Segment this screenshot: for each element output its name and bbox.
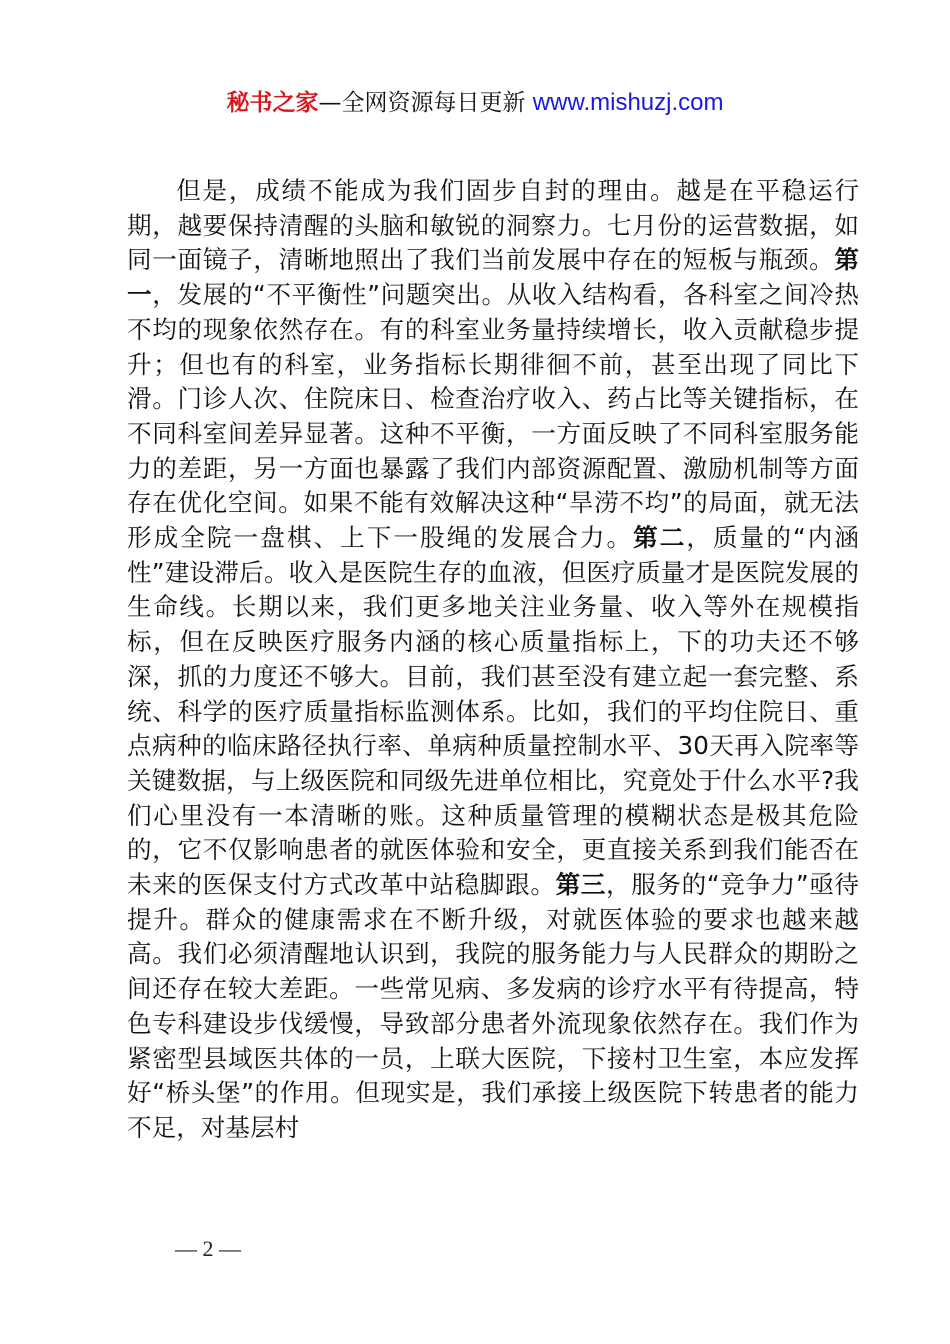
bold-marker-second: 第二 [633, 523, 687, 553]
paragraph-text: ，发展的“不平衡性”问题突出。从收入结构看，各科室之间冷热不均的现象依然存在。有的科室业务量持续增长，收入贡献稳步提升；但也有的科室，业务指标长期徘徊不前，甚至出现了同比下滑。门诊人次、住院床日、检查治疗收入、药占比等关键指标，在不同科室间差异显著。这种不平衡，一方面反映了不同科室服务能力的差距，另一方面也暴露了我们内部资源配置、激励机制等方面存在优化空间。如果不能有效解决这种“旱涝不均”的局面，就无法形成全院一盘棋、上下一股绳的发展合力。 [127, 280, 859, 553]
bold-marker-third: 第三 [555, 870, 606, 900]
bold-marker-first: 第一 [127, 245, 859, 310]
header-tagline: —全网资源每日更新 [318, 90, 526, 116]
paragraph-text: ，服务的“竞争力”亟待提升。群众的健康需求在不断升级，对就医体验的要求也越来越高。我们必须清醒地认识到，我院的服务能力与人民群众的期盼之间还存在较大差距。一些常见病、多发病的诊疗水平有待提高，特色专科建设步伐缓慢，导致部分患者外流现象依然存在。我们作为紧密型县域医共体的一员，上联大医院，下接村卫生室，本应发挥好“桥头堡”的作用。但现实是，我们承接上级医院下转患者的能力不足，对基层村 [127, 870, 859, 1142]
brand-name: 秘书之家 [226, 90, 319, 116]
paragraph-text: ，质量的“内涵性”建设滞后。收入是医院生存的血液，但医疗质量才是医院发展的生命线。长期以来，我们更多地关注业务量、收入等外在规模指标，但在反映医疗服务内涵的核心质量指标上，下的功夫还不够深，抓的力度还不够大。目前，我们甚至没有建立起一套完整、系统、科学的医疗质量指标监测体系。比如，我们的平均住院日、重点病种的临床路径执行率、单病种质量控制水平、30天再入院率等关键数据，与上级医院和同级先进单位相比，究竟处于什么水平?我们心里没有一本清晰的账。这种质量管理的模糊状态是极其危险的，它不仅影响患者的就医体验和安全，更直接关系到我们能否在未来的医保支付方式改革中站稳脚跟。 [127, 523, 859, 900]
document-body [127, 174, 859, 1146]
site-header [0, 86, 950, 120]
site-url-link[interactable]: www.mishuzj.com [532, 89, 724, 116]
page-number: — 2 — [175, 1236, 241, 1261]
paragraph-text: 但是，成绩不能成为我们固步自封的理由。越是在平稳运行期，越要保持清醒的头脑和敏锐的洞察力。七月份的运营数据，如同一面镜子，清晰地照出了我们当前发展中存在的短板与瓶颈。 [127, 176, 859, 275]
